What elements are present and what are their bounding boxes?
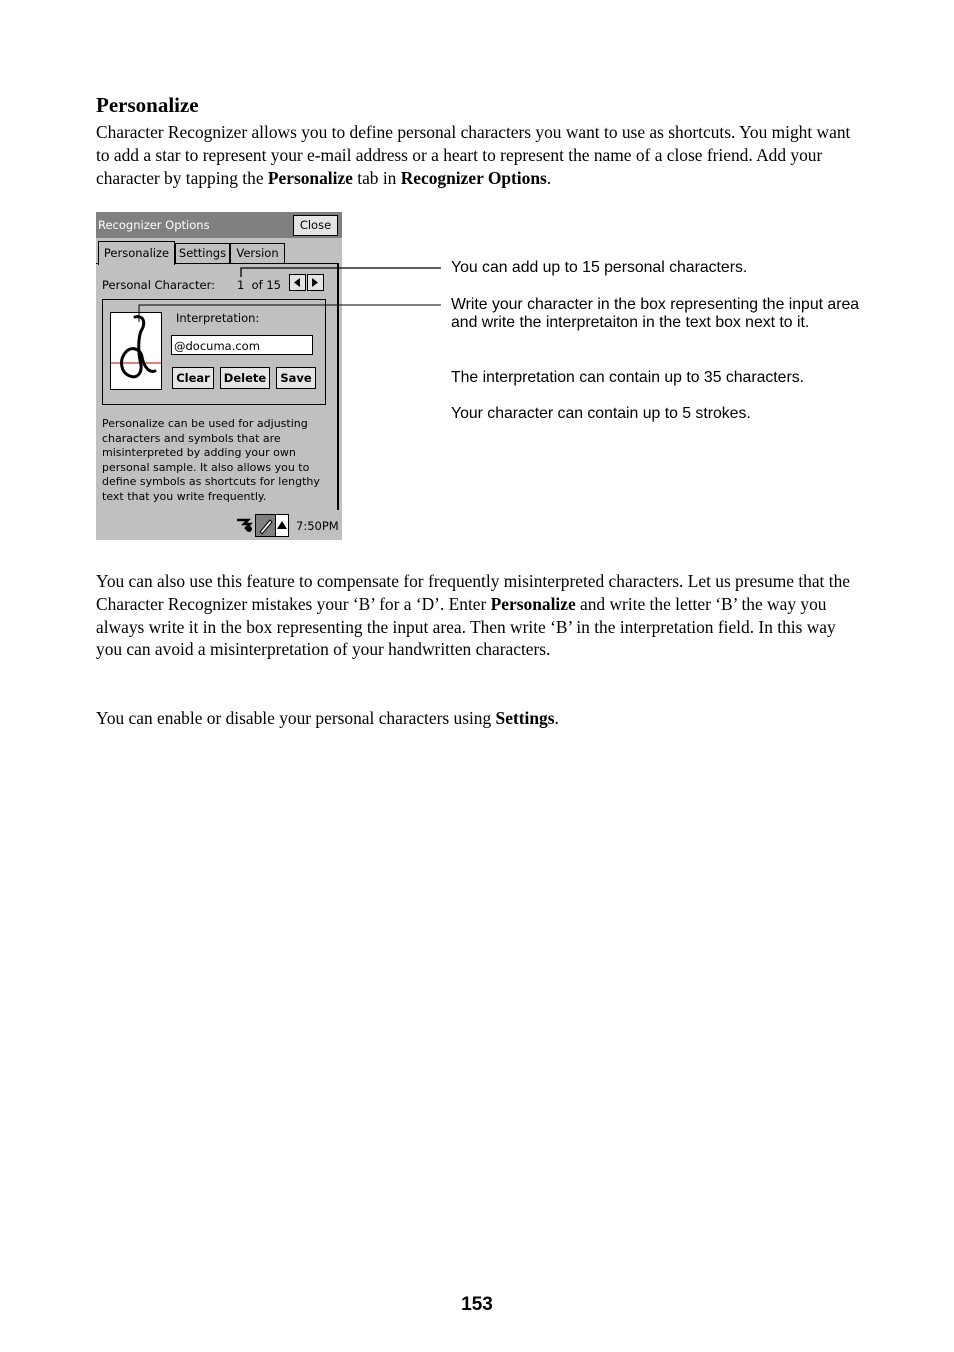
interpretation-field[interactable]: @documa.com bbox=[171, 335, 313, 355]
section-heading: Personalize bbox=[96, 93, 199, 117]
tab-settings[interactable]: Settings bbox=[175, 243, 230, 263]
help-text: Personalize can be used for adjusting characters and symbols that are misinterpreted by adding your own personal sample. It also allows you to define symbols as shortcuts for lengthy text that you write frequently. bbox=[102, 417, 320, 503]
clock: 7:50PM bbox=[296, 519, 339, 533]
clear-button[interactable]: Clear bbox=[172, 367, 214, 389]
intro-bold-personalize: Personalize bbox=[267, 167, 353, 188]
close-button[interactable]: Close bbox=[293, 215, 338, 236]
callout-write-character: Write your character in the box representing the input area and write the interpretaiton in the text box next to it. bbox=[451, 296, 860, 331]
character-count: 1 of 15 bbox=[237, 278, 282, 292]
window-title: Recognizer Options bbox=[98, 218, 210, 232]
settings-paragraph bbox=[96, 707, 856, 730]
para2-text-2: and write the letter ‘B’ the way you always write it in the box representing the input area. Then write ‘B’ in the interpretation field. In this way you can avoid a misinterpretation of your handwritten characters. bbox=[96, 593, 836, 660]
tab-version[interactable]: Version bbox=[230, 243, 285, 263]
para2-text: You can also use this feature to compensate for frequently misinterpreted characters. Let us presume that the Character Recognizer mistakes your ‘B’ for a ‘D’. Enter bbox=[96, 571, 850, 614]
tab-personalize[interactable]: Personalize bbox=[98, 241, 175, 265]
delete-button[interactable]: Delete bbox=[220, 367, 270, 389]
save-button[interactable]: Save bbox=[276, 367, 316, 389]
personal-character-label: Personal Character: bbox=[102, 278, 215, 292]
callout-stroke-limit: Your character can contain up to 5 strokes. bbox=[451, 405, 751, 422]
misinterpretation-paragraph bbox=[96, 570, 856, 661]
callout-interpretation-limit: The interpretation can contain up to 35 characters. bbox=[451, 369, 805, 386]
intro-text: Character Recognizer allows you to define personal characters you want to use as shortcuts. You might want to add a star to represent your e-mail address or a heart to represent the name of a close friend. Add your character by tapping the bbox=[96, 122, 851, 188]
callout-character-limit: You can add up to 15 personal characters. bbox=[451, 259, 748, 276]
intro-bold-recognizer-options: Recognizer Options bbox=[400, 167, 547, 188]
para2-bold-personalize: Personalize bbox=[490, 593, 576, 614]
para3-text-2: . bbox=[554, 708, 559, 728]
page-number: 153 bbox=[461, 1294, 493, 1315]
para3-bold-settings: Settings bbox=[495, 708, 555, 728]
intro-text-2: tab in bbox=[352, 167, 401, 188]
interpretation-label: Interpretation: bbox=[176, 311, 260, 325]
intro-text-3: . bbox=[546, 167, 552, 188]
para3-text: You can enable or disable your personal characters using bbox=[96, 708, 496, 728]
